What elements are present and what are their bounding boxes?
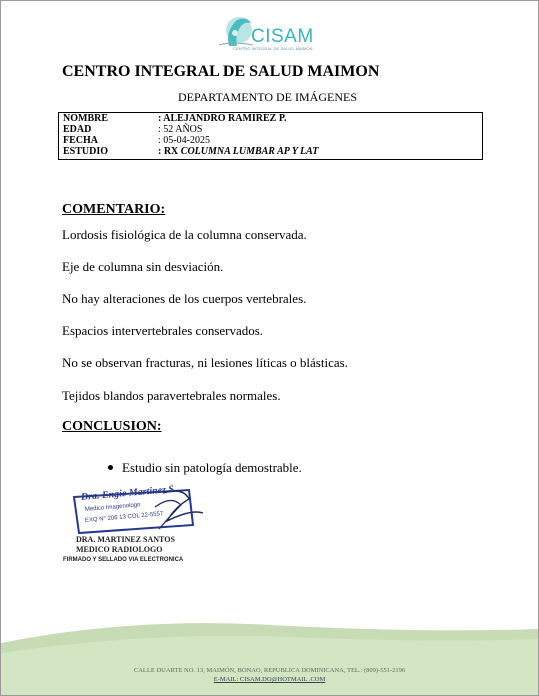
conclusion-item — [108, 460, 302, 476]
doctor-name: DRA. MARTINEZ SANTOS — [76, 535, 175, 544]
patient-info-box — [58, 112, 483, 160]
footer-address: CALLE DUARTE NO. 13, MAIMÓN, BONAO, REPUBLICA DOMINICANA, TEL.: (809)-551-2196 — [133, 667, 406, 674]
logo-tagline: CENTRO INTEGRAL DE SALUD MAIMON — [233, 46, 313, 51]
comment-heading: COMENTARIO: — [62, 202, 166, 217]
date-label: FECHA — [63, 135, 98, 146]
study-label: ESTUDIO — [63, 146, 109, 157]
comment-line: Espacios intervertebrales conservados. — [62, 323, 264, 338]
name-label: NOMBRE — [63, 113, 108, 124]
study-value — [158, 146, 318, 158]
date-value: : 05-04-2025 — [158, 135, 210, 146]
institution-title: CENTRO INTEGRAL DE SALUD MAIMON — [62, 63, 380, 80]
comment-line: No se observan fracturas, ni lesiones líticas o blásticas. — [62, 355, 348, 370]
name-value: : ALEJANDRO RAMIREZ P. — [158, 113, 287, 124]
footer-email — [1, 676, 538, 683]
comment-line: No hay alteraciones de los cuerpos vertebrales. — [62, 291, 307, 306]
cisam-logo — [213, 13, 333, 59]
conclusion-text: Estudio sin patología demostrable. — [122, 460, 302, 475]
signed-note: FIRMADO Y SELLADO VIA ELECTRONICA — [63, 557, 184, 563]
study-name: COLUMNA LUMBAR AP Y LAT — [180, 146, 319, 157]
age-label: EDAD — [63, 124, 92, 135]
comment-line: Tejidos blandos paravertebrales normales. — [62, 388, 281, 403]
logo-wordmark: CISAM — [251, 26, 314, 47]
stamp-title: Medico Imagenologo — [84, 502, 141, 513]
department-name: DEPARTAMENTO DE IMÁGENES — [178, 90, 357, 104]
bullet-icon — [108, 465, 113, 470]
conclusion-heading: CONCLUSION: — [62, 419, 162, 434]
stamp-exequatur: EXQ N° 206 13 COL 22-5557 — [84, 511, 164, 524]
doctor-title: MEDICO RADIOLOGO — [76, 545, 163, 554]
comment-line: Lordosis fisiológica de la columna conservada. — [62, 227, 307, 242]
email-prefix: E-MAIL: — [213, 676, 240, 683]
stamp-name: Dra. Engie Martinez S. — [80, 483, 177, 503]
email-address: CISAM.DO@HOTMAIL .COM — [239, 676, 326, 683]
doctor-stamp — [71, 483, 205, 537]
age-value: : 52 AÑOS — [158, 124, 203, 135]
comment-line: Eje de columna sin desviación. — [62, 259, 224, 274]
study-prefix: : RX — [158, 146, 181, 157]
